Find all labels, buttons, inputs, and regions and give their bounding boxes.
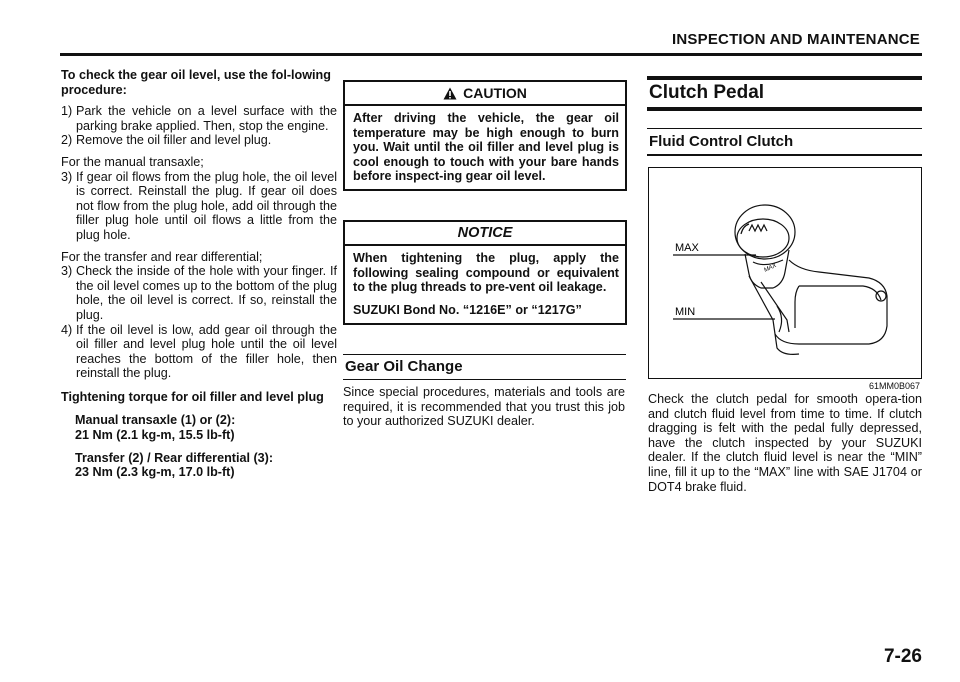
- step-item: [61, 323, 337, 381]
- step-text: Check the inside of the hole with your finger. If the oil level comes up to the bottom of the plug hole, the oil level is correct. If so, reinstall the plug.: [76, 264, 337, 322]
- section-rule-heavy: [647, 76, 922, 80]
- section-rule: [647, 128, 922, 129]
- section-rule: [343, 354, 626, 355]
- step-item: [61, 170, 337, 243]
- step-number: 1): [61, 104, 73, 119]
- warning-triangle-icon: [443, 87, 457, 100]
- step-text: If the oil level is low, add gear oil through the oil filler and level plug hole until the oil level reaches the bottom of the filler hole, then reinstall the plug.: [76, 322, 337, 381]
- caution-title: CAUTION: [463, 85, 527, 101]
- gear-oil-change-text: Since special procedures, materials and tools are required, it is recommended that you trust this job to your authorized SUZUKI dealer.: [343, 385, 625, 429]
- step-number: 2): [61, 133, 73, 148]
- step-text: If gear oil flows from the plug hole, the oil level is correct. Reinstall the plug. If gear oil does not flow from the plug hole, add oil through the filler plug hole until oil flows a little from the plug hole.: [76, 169, 337, 242]
- step-number: 3): [61, 169, 73, 184]
- max-label: MAX: [675, 242, 699, 254]
- section-rule: [647, 154, 922, 156]
- torque-spec-value: 21 Nm (2.1 kg-m, 15.5 lb-ft): [75, 428, 235, 443]
- transfer-intro: For the transfer and rear differential;: [61, 249, 263, 264]
- clutch-pedal-text: Check the clutch pedal for smooth opera-tion and clutch fluid level from time to time. If clutch dragging is felt with the pedal fully depressed, have the clutch inspected by your SUZUKI dealer. If the clutch fluid level is near the “MIN” line, fill it up to the “MAX” line with SAE J1704 or DOT4 brake fluid.: [648, 392, 922, 494]
- clutch-fluid-reservoir-illustration: [649, 168, 921, 378]
- section-rule-heavy: [647, 107, 922, 111]
- torque-spec: [75, 413, 337, 442]
- notice-header: [345, 222, 625, 246]
- notice-title: NOTICE: [457, 225, 513, 241]
- figure-code: 61MM0B067: [868, 381, 920, 391]
- torque-spec-value: 23 Nm (2.3 kg-m, 17.0 lb-ft): [75, 465, 235, 480]
- step-number: 4): [61, 322, 73, 337]
- torque-spec-label: Transfer (2) / Rear differential (3):: [75, 450, 274, 465]
- step-item: [61, 104, 337, 133]
- step-item: [61, 264, 337, 322]
- notice-text: When tightening the plug, apply the following sealing compound or equivalent to the plug threads to pre-vent oil leakage.: [353, 251, 619, 295]
- clutch-pedal-heading: Clutch Pedal: [649, 82, 765, 103]
- section-rule: [343, 379, 626, 380]
- sealing-compound: SUZUKI Bond No. “1216E” or “1217G”: [353, 302, 582, 317]
- procedure-intro: To check the gear oil level, use the fol-lowing procedure:: [61, 68, 331, 97]
- page-header-title: INSPECTION AND MAINTENANCE: [672, 31, 920, 48]
- reservoir-max-mark: MAX: [763, 262, 778, 274]
- min-label: MIN: [675, 306, 696, 318]
- step-number: 3): [61, 264, 73, 279]
- gear-oil-change-heading: Gear Oil Change: [345, 358, 463, 375]
- notice-box: [343, 220, 627, 325]
- steps-general: [61, 104, 337, 148]
- step-item: [61, 133, 337, 148]
- torque-spec-label: Manual transaxle (1) or (2):: [75, 413, 236, 428]
- torque-spec: [75, 451, 337, 480]
- clutch-reservoir-figure: [648, 167, 922, 379]
- step-text: Remove the oil filler and level plug.: [76, 133, 272, 148]
- steps-transfer: [61, 264, 337, 381]
- torque-heading: Tightening torque for oil filler and level plug: [61, 389, 324, 404]
- caution-header: [345, 82, 625, 106]
- steps-manual: [61, 170, 337, 243]
- notice-content: [345, 246, 625, 323]
- caution-text: After driving the vehicle, the gear oil temperature may be high enough to burn you. Wait until the oil filler and level plug is cool enough to touch with your bare hands before inspect-ing gear oil level.: [353, 111, 619, 184]
- caution-box: [343, 80, 627, 191]
- step-text: Park the vehicle on a level surface with the parking brake applied. Then, stop the engine.: [76, 104, 337, 133]
- manual-transaxle-intro: For the manual transaxle;: [61, 154, 204, 169]
- header-rule: [60, 53, 922, 56]
- torque-specs: [61, 413, 337, 479]
- fluid-control-clutch-heading: Fluid Control Clutch: [649, 133, 794, 150]
- gear-oil-check-column: [61, 68, 337, 488]
- page-number: 7-26: [883, 646, 922, 667]
